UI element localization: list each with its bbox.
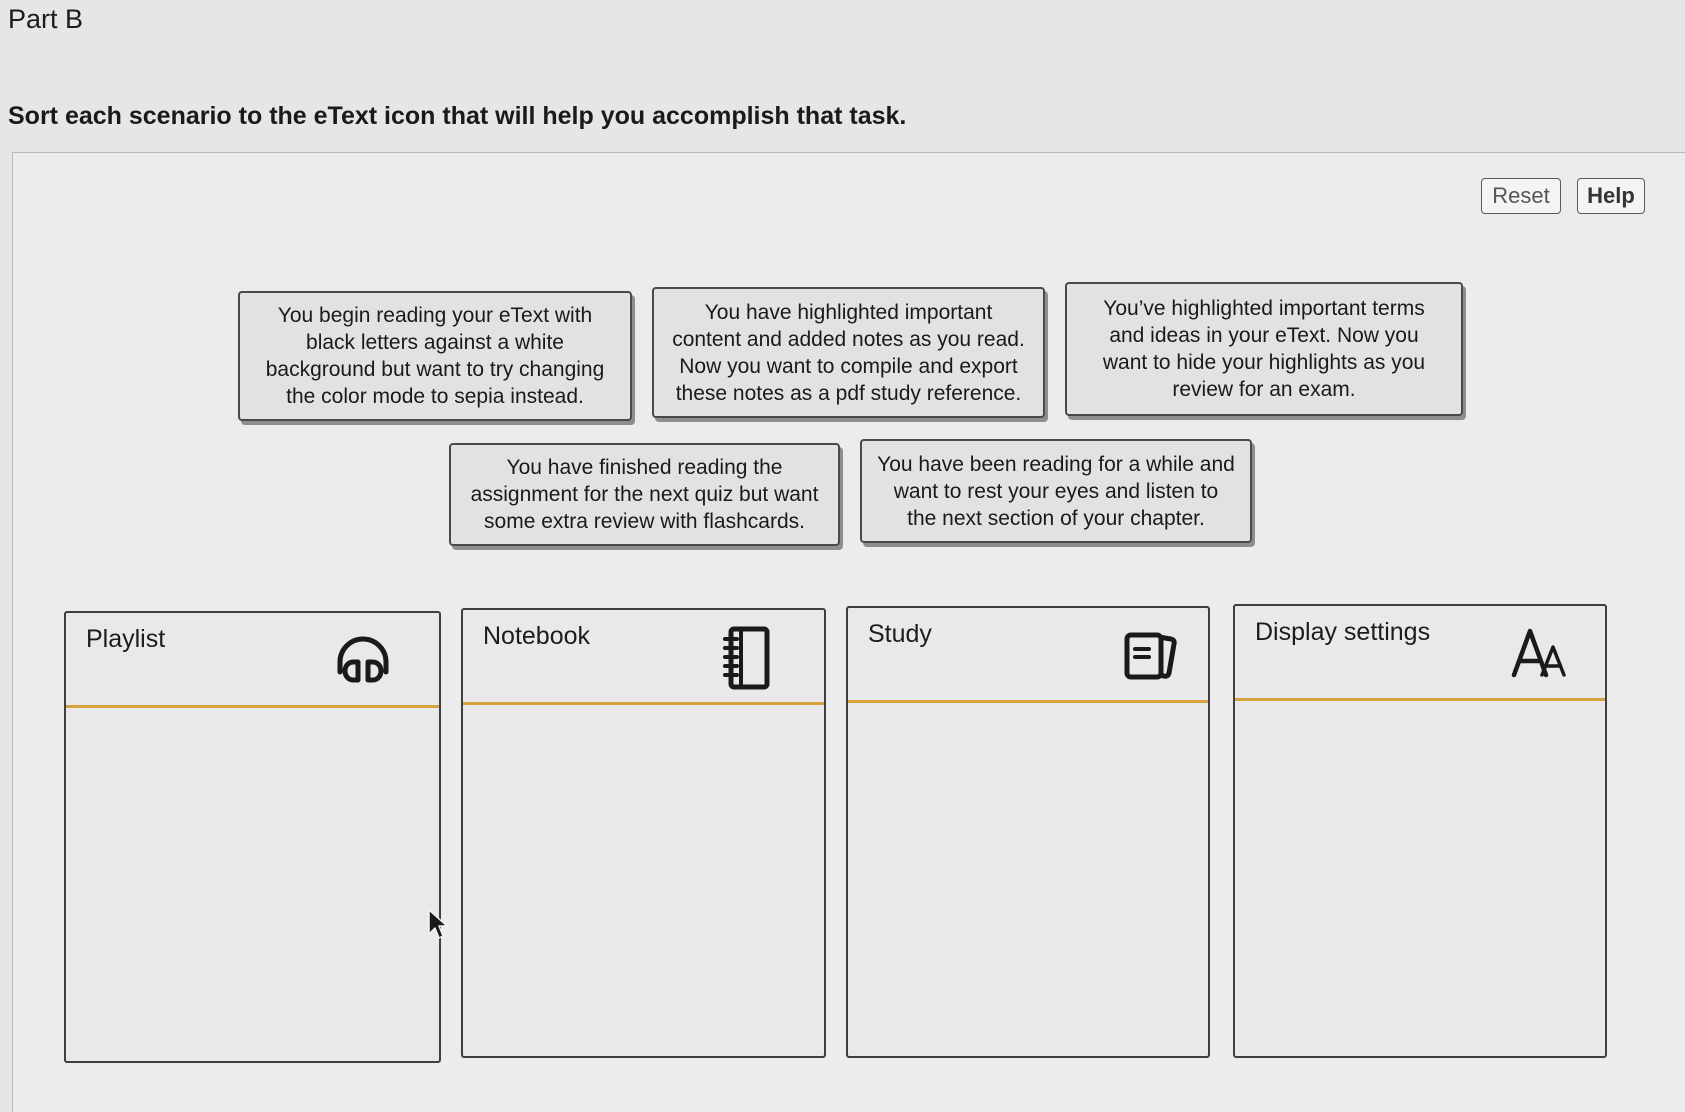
scenario-card-hide-highlights[interactable] <box>1065 282 1463 416</box>
card-line: want to hide your highlights as you <box>1102 351 1426 374</box>
notebook-icon <box>713 622 783 692</box>
bin-header <box>463 610 824 705</box>
headphones-icon <box>328 625 398 695</box>
bin-title: Notebook <box>483 622 591 650</box>
mouse-cursor-icon <box>427 908 449 940</box>
bin-playlist[interactable] <box>64 611 441 1063</box>
bin-header <box>848 608 1208 703</box>
card-line: these notes as a pdf study reference. <box>675 381 1022 405</box>
bin-drop-area[interactable] <box>463 705 824 1056</box>
bin-drop-area[interactable] <box>66 708 439 1061</box>
flashcards-icon <box>1116 620 1186 690</box>
card-line: black letters against a white <box>306 331 564 354</box>
card-line: You begin reading your eText with <box>277 304 593 327</box>
bin-drop-area[interactable] <box>1235 701 1605 1056</box>
card-line: assignment for the next quiz but want <box>470 483 819 506</box>
card-line: background but want to try changing <box>265 358 605 381</box>
card-line: You have been reading for a while and <box>877 452 1235 476</box>
part-label: Part B <box>8 4 84 34</box>
instructions: Sort each scenario to the eText icon that will help you accomplish that task. <box>8 102 907 130</box>
card-line: and ideas in your eText. Now you <box>1109 324 1419 347</box>
bin-title: Study <box>868 620 932 648</box>
bin-title: Display settings <box>1255 618 1431 646</box>
card-line: want to rest your eyes and listen to <box>893 479 1219 503</box>
bin-display-settings[interactable] <box>1233 604 1607 1058</box>
scenario-card-flashcards[interactable] <box>449 443 840 546</box>
scenario-card-sepia[interactable] <box>238 291 632 421</box>
card-line: You have highlighted important <box>704 300 993 324</box>
scenario-card-listen[interactable] <box>860 439 1252 543</box>
card-line: review for an exam. <box>1172 378 1356 401</box>
card-line: the color mode to sepia instead. <box>286 385 584 408</box>
bin-drop-area[interactable] <box>848 703 1208 1056</box>
reset-button[interactable]: Reset <box>1481 178 1561 214</box>
card-line: You have finished reading the <box>506 456 783 479</box>
bin-header <box>66 613 439 708</box>
bin-title: Playlist <box>86 625 166 653</box>
card-line: the next section of your chapter. <box>907 506 1205 530</box>
help-button[interactable]: Help <box>1577 178 1645 214</box>
card-line: You’ve highlighted important terms <box>1103 297 1425 320</box>
card-line: some extra review with flashcards. <box>484 510 805 533</box>
bin-header <box>1235 606 1605 701</box>
card-line: content and added notes as you read. <box>672 327 1025 351</box>
card-line: Now you want to compile and export <box>679 354 1018 378</box>
bin-study[interactable] <box>846 606 1210 1058</box>
scenario-card-export-notes[interactable] <box>652 287 1045 418</box>
bin-notebook[interactable] <box>461 608 826 1058</box>
font-size-icon <box>1505 618 1575 688</box>
